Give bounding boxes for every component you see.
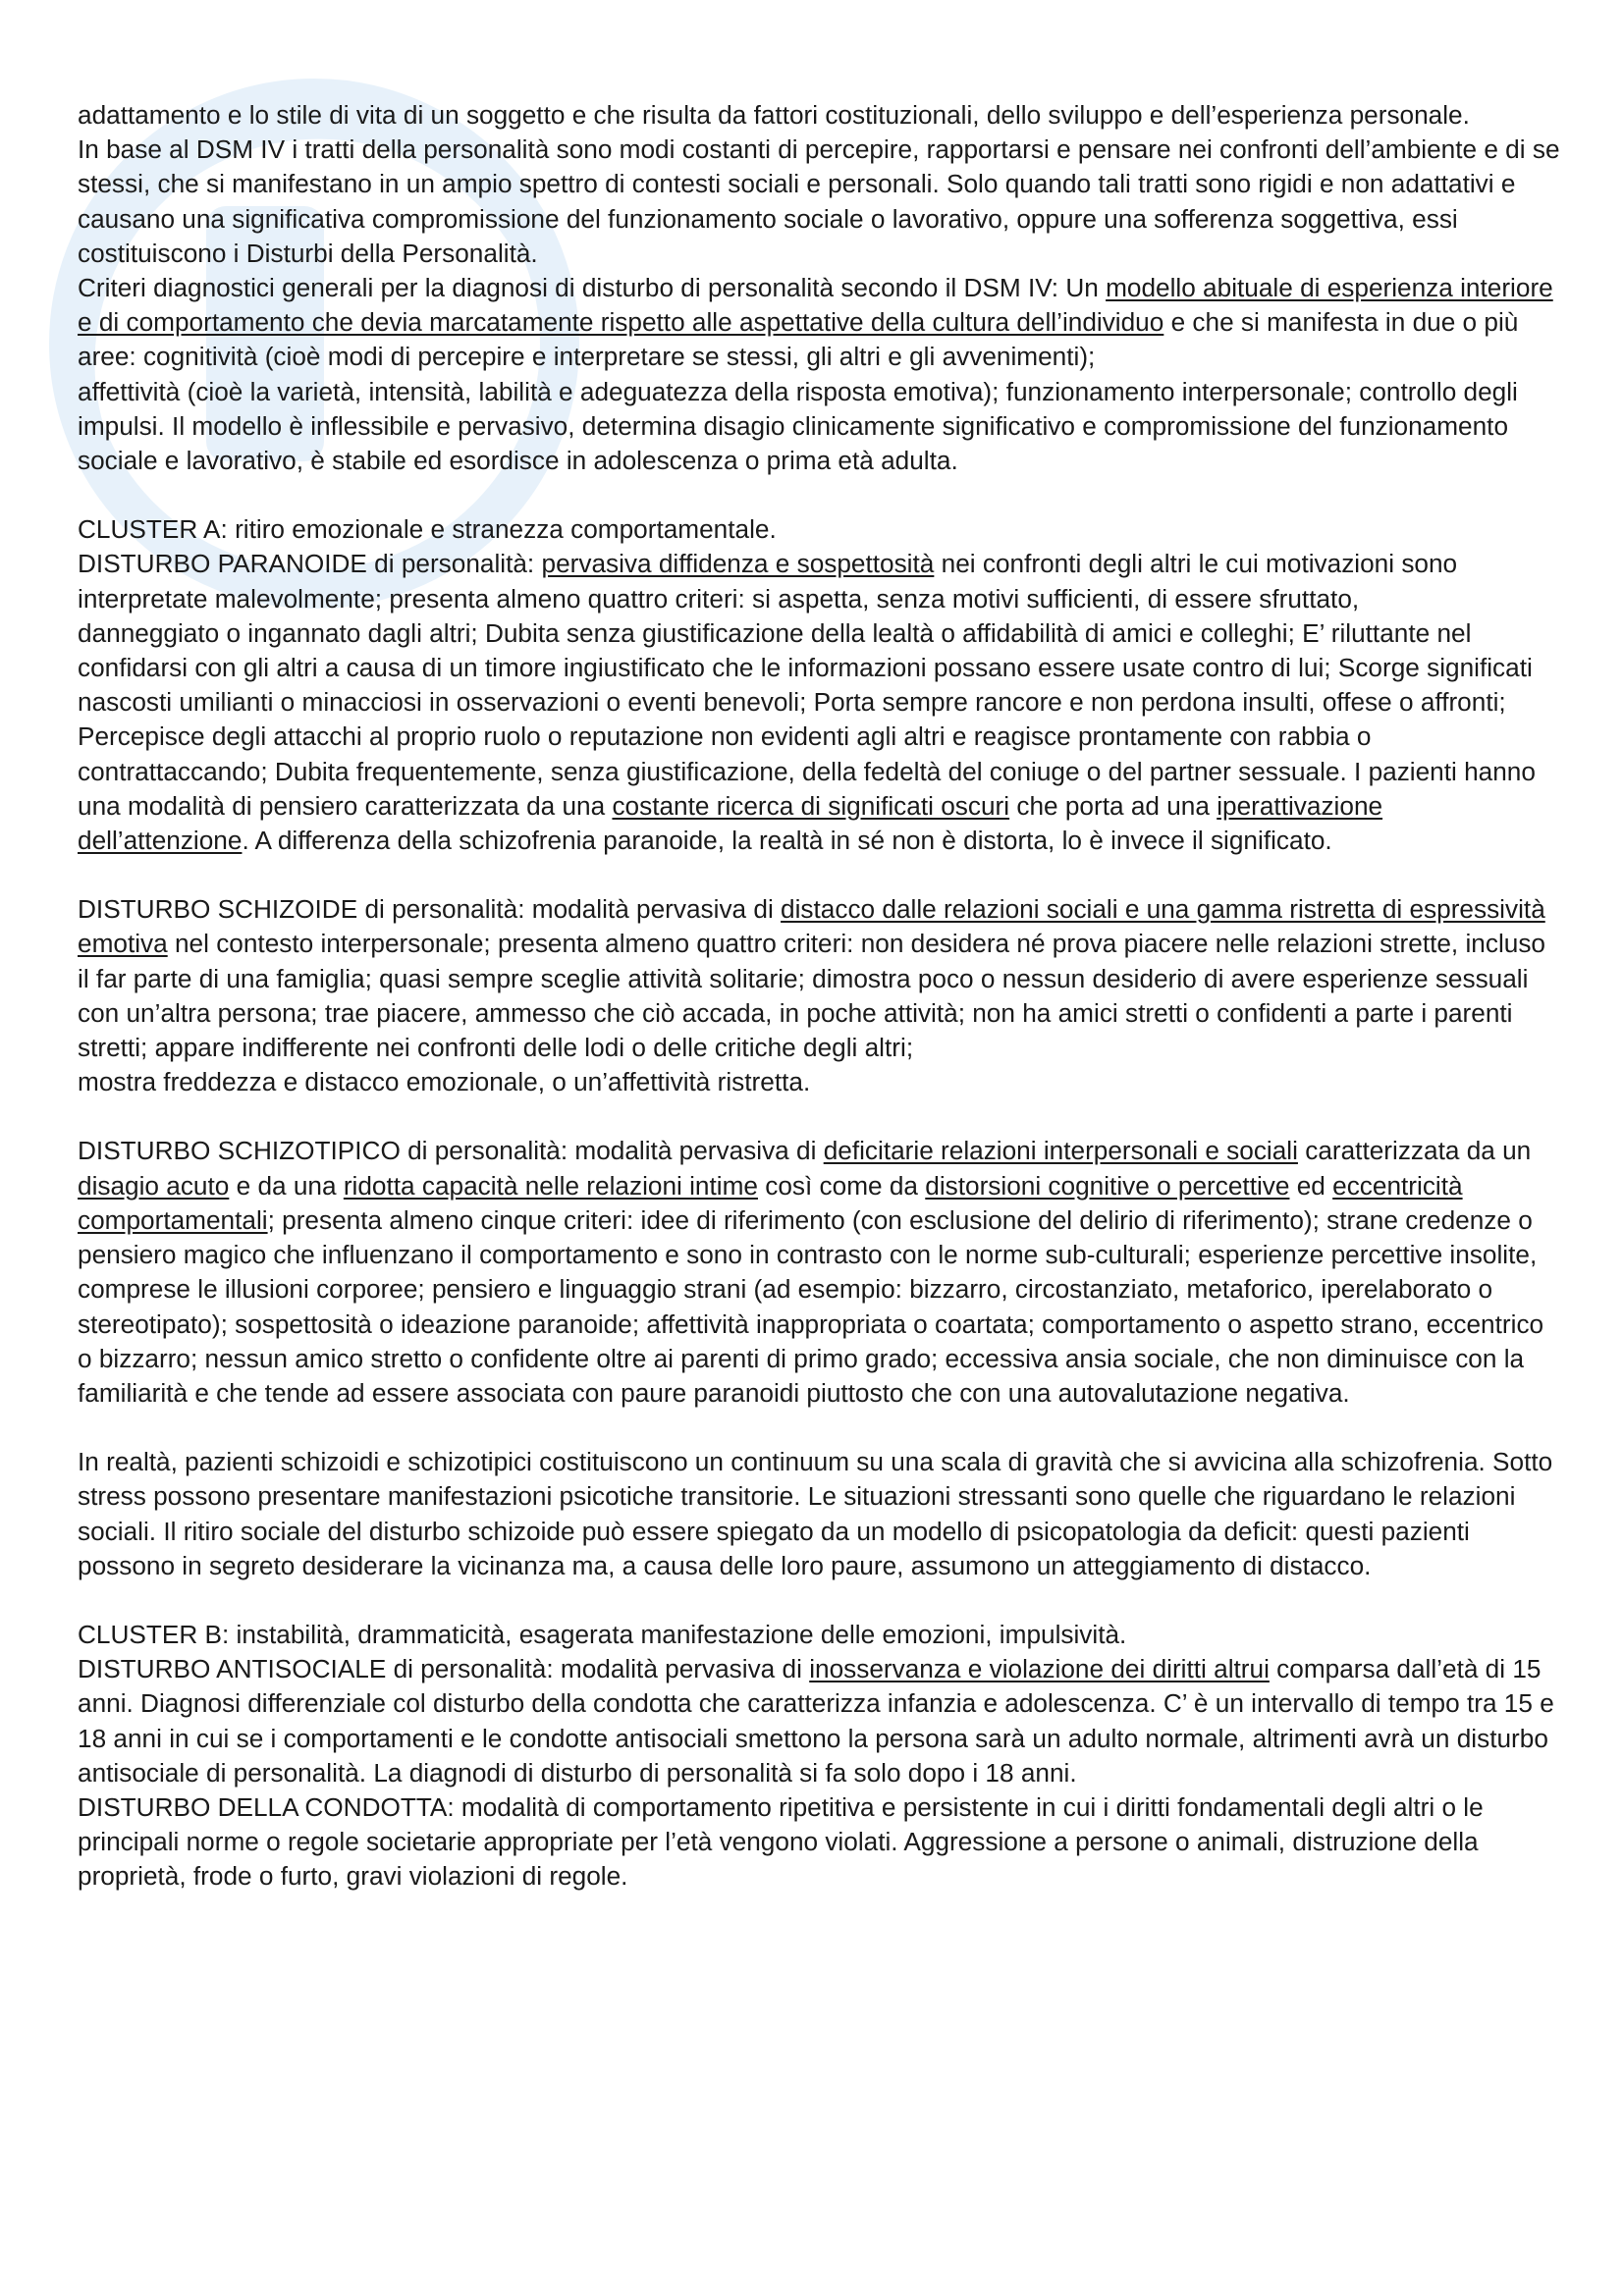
text-run: DISTURBO DELLA CONDOTTA: modalità di comportamento ripetitiva e persistente in cui i diritti fondamentali degli altri o le principali norme o regole societarie appropriate per l’età vengono violati. Aggressione a persone o animali, distruzione della proprietà, frode o furto, gravi violazioni di regole. (78, 1791, 1484, 1892)
text-run: comparsa dall’età di 15 anni. Diagnosi differenziale col disturbo della condotta che caratterizza infanzia e adolescenza. C’ è un intervallo di tempo tra 15 e 18 anni in cui se i comportamenti e le condotte antisociali smettono la persona sarà un adulto normale, altrimenti avrà un disturbo antisociale di personalità. La diagnodi di disturbo di personalità si fa solo dopo i 18 anni. (78, 1654, 1554, 1788)
text-run: CLUSTER A: ritiro emozionale e stranezza comportamentale. (78, 514, 777, 545)
text-run: nel contesto interpersonale; presenta almeno quattro criteri: non desidera né prova piacere nelle relazioni strette, incluso il far parte di una famiglia; quasi sempre sceglie attività solitarie; dimostra poco o nessun desiderio di avere esperienze sessuali con un’altra persona; trae piacere, ammesso che ciò accada, in poche attività; non ha amici stretti o confidenti a parte i parenti stretti; appare indifferente nei confronti delle lodi o delle critiche degli altri; (78, 929, 1545, 1063)
text-run: DISTURBO SCHIZOIDE di personalità: modalità pervasiva di (78, 894, 782, 925)
text-run: In realtà, pazienti schizoidi e schizotipici costituiscono un continuum su una scala di gravità che si avvicina alla schizofrenia. Sotto stress possono presentare manifestazioni psicotiche transitorie. Le situazioni stressanti sono quelle che riguardano le relazioni sociali. Il ritiro sociale del disturbo schizoide può essere spiegato da un modello di psicopatologia da deficit: questi pazienti possono in segreto desiderare la vicinanza ma, a causa delle loro paure, assumono un atteggiamento di distacco. (78, 1447, 1553, 1580)
text-run: e che si manifesta in due o più aree: cognitività (cioè modi di percepire e interpretare se stessi, gli altri e gli avvenimenti); (78, 307, 1519, 372)
text-run: Criteri diagnostici generali per la diagnosi di disturbo di personalità secondo il DSM IV: Un (78, 273, 1107, 303)
text-run: ed (1289, 1170, 1333, 1201)
paragraph (78, 547, 1560, 615)
underlined-text: disagio acuto (78, 1170, 230, 1201)
paragraph (78, 1790, 1560, 1895)
paragraph-spacer (78, 1099, 1560, 1134)
underlined-text: modello abituale di esperienza interiore e di comportamento che devia marcatamente rispetto alle aspettative della cultura dell’individuo (78, 273, 1553, 338)
document-body (78, 98, 1560, 1895)
paragraph (78, 271, 1560, 375)
text-run: che porta ad una (1009, 790, 1217, 821)
underlined-text: eccentricità comportamentali (78, 1170, 1463, 1235)
underlined-text: iperattivazione dell’attenzione (78, 790, 1383, 856)
paragraph (78, 892, 1560, 1065)
text-run: così come da (757, 1170, 926, 1201)
text-run: . A differenza della schizofrenia paranoide, la realtà in sé non è distorta, lo è invece il significato. (242, 826, 1332, 856)
paragraph-spacer (78, 1411, 1560, 1445)
underlined-text: ridotta capacità nelle relazioni intime (343, 1170, 758, 1201)
text-run: CLUSTER B: instabilità, drammaticità, esagerata manifestazione delle emozioni, impulsività. (78, 1619, 1127, 1649)
text-run: DISTURBO SCHIZOTIPICO di personalità: modalità pervasiva di (78, 1136, 824, 1166)
paragraph (78, 1134, 1560, 1411)
text-run: mostra freddezza e distacco emozionale, o un’affettività ristretta. (78, 1067, 811, 1097)
paragraph (78, 1618, 1560, 1652)
paragraph (78, 1065, 1560, 1099)
paragraph-spacer (78, 858, 1560, 892)
text-run: In base al DSM IV i tratti della personalità sono modi costanti di percepire, rapportarsi e pensare nei confronti dell’ambiente e di se stessi, che si manifestano in un ampio spettro di contesti sociali e personali. Solo quando tali tratti sono rigidi e non adattativi e causano una significativa compromissione del funzionamento sociale o lavorativo, oppure una sofferenza soggettiva, essi costituiscono i Disturbi della Personalità. (78, 134, 1560, 268)
paragraph (78, 98, 1560, 133)
text-run: affettività (cioè la varietà, intensità, labilità e adeguatezza della risposta emotiva); funzionamento interpersonale; controllo degli impulsi. Il modello è inflessibile e pervasivo, determina disagio clinicamente significativo e compromissione del funzionamento sociale e lavorativo, è stabile ed esordisce in adolescenza o prima età adulta. (78, 376, 1518, 476)
paragraph (78, 1652, 1560, 1790)
paragraph (78, 512, 1560, 547)
underlined-text: pervasiva diffidenza e sospettosità (541, 549, 935, 579)
paragraph (78, 1445, 1560, 1583)
paragraph (78, 375, 1560, 479)
text-run: DISTURBO PARANOIDE di personalità: (78, 549, 542, 579)
paragraph-spacer (78, 1583, 1560, 1618)
underlined-text: distacco dalle relazioni sociali e una gamma ristretta di espressività emotiva (78, 894, 1545, 959)
text-run: DISTURBO ANTISOCIALE di personalità: modalità pervasiva di (78, 1654, 810, 1684)
underlined-text: deficitarie relazioni interpersonali e sociali (823, 1136, 1298, 1166)
paragraph (78, 133, 1560, 271)
underlined-text: distorsioni cognitive o percettive (925, 1170, 1290, 1201)
underlined-text: inosservanza e violazione dei diritti altrui (809, 1654, 1270, 1684)
text-run: caratterizzata da un (1297, 1136, 1532, 1166)
paragraph-spacer (78, 478, 1560, 512)
text-run: e da una (229, 1170, 344, 1201)
text-run: danneggiato o ingannato dagli altri; Dubita senza giustificazione della lealtà o affidabilità di amici e colleghi; E’ riluttante nel confidarsi con gli altri a causa di un timore ingiustificato che le informazioni possano essere usate contro di lui; Scorge significati nascosti umilianti o minacciosi in osservazioni o eventi benevoli; Porta sempre rancore e non perdona insulti, offese o affronti; Percepisce degli attacchi al proprio ruolo o reputazione non evidenti agli altri e reagisce prontamente con rabbia o contrattaccando; Dubita frequentemente, senza giustificazione, della fedeltà del coniuge o del partner sessuale. I pazienti hanno una modalità di pensiero caratterizzata da una (78, 617, 1536, 821)
underlined-text: costante ricerca di significati oscuri (612, 790, 1010, 821)
paragraph (78, 616, 1560, 858)
text-run: ; presenta almeno cinque criteri: idee di riferimento (con esclusione del delirio di riferimento); strane credenze o pensiero magico che influenzano il comportamento e sono in contrasto con le norme sub-culturali; esperienze percettive insolite, comprese le illusioni corporee; pensiero e linguaggio strani (ad esempio: bizzarro, circostanziato, metaforico, iperelaborato o stereotipato); sospettosità o ideazione paranoide; affettività inappropriata o coartata; comportamento o aspetto strano, eccentrico o bizzarro; nessun amico stretto o confidente oltre ai parenti di primo grado; eccessiva ansia sociale, che non diminuisce con la familiarità e che tende ad essere associata con paure paranoidi piuttosto che con una autovalutazione negativa. (78, 1204, 1544, 1408)
text-run: nei confronti degli altri le cui motivazioni sono interpretate malevolmente; presenta almeno quattro criteri: si aspetta, senza motivi sufficienti, di essere sfruttato, (78, 549, 1458, 614)
text-run: adattamento e lo stile di vita di un soggetto e che risulta da fattori costituzionali, dello sviluppo e dell’esperienza personale. (78, 100, 1470, 130)
